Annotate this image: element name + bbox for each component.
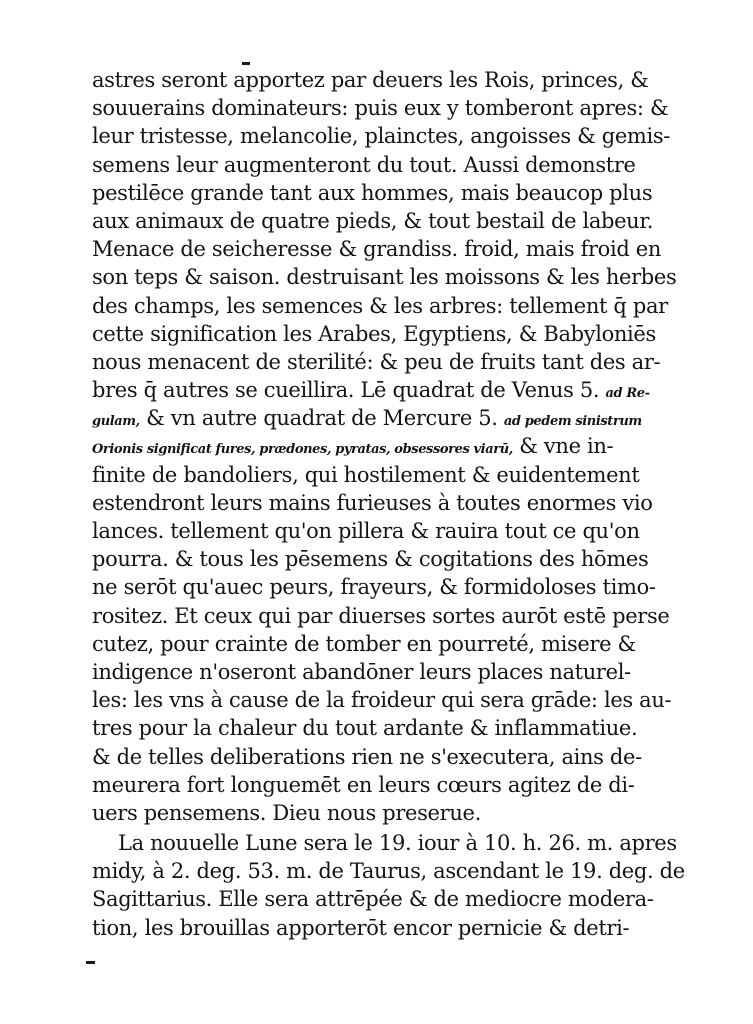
text-line: tion, les brouillas apporterōt encor pernicie & detri- (92, 915, 630, 940)
text-line (92, 404, 678, 432)
text-line: midy, à 2. deg. 53. m. de Taurus, ascendant le 19. deg. de (92, 859, 685, 884)
text-line: & de telles deliberations rien ne s'executera, ains de- (92, 744, 642, 769)
text-line: estendront leurs mains furieuses à toutes enormes vio (92, 490, 653, 515)
italic-citation: gulam, (92, 414, 140, 430)
text-line: pourra. & tous les pēsemens & cogitations des hōmes (92, 547, 649, 572)
bottom-ink-mark (86, 961, 95, 964)
text-line: rositez. Et ceux qui par diuerses sortes aurōt estē perse (92, 603, 670, 628)
text-body (92, 66, 685, 942)
text-line: Sagittarius. Elle sera attrēpée & de mediocre modera- (92, 887, 654, 912)
italic-citation: ad pedem sinistrum (503, 414, 642, 430)
text-line: souuerains dominateurs: puis eux y tomberont apres: & (92, 96, 669, 121)
text-line: indigence n'oseront abandōner leurs places naturel- (92, 659, 631, 684)
text-line: Menace de seicheresse & grandiss. froid, mais froid en (92, 237, 662, 262)
text-line: nous menacent de sterilité: & peu de fruits tant des ar- (92, 349, 661, 374)
text-line: uers pensemens. Dieu nous preserue. (92, 800, 481, 825)
text-line: son teps & saison. destruisant les moissons & les herbes (92, 265, 677, 290)
text-line: meurera fort longuemēt en leurs cœurs agitez de di- (92, 772, 635, 797)
text-line (92, 432, 678, 460)
text-line: aux animaux de quatre pieds, & tout bestail de labeur. (92, 208, 654, 233)
top-ink-mark (242, 62, 250, 65)
text-line: cette signification les Arabes, Egyptiens, & Babyloniēs (92, 321, 656, 346)
italic-citation: Orionis significat fures, prædones, pyratas, obsessores viarū, (92, 442, 513, 458)
text-line: leur tristesse, melancolie, plainctes, angoisses & gemis- (92, 124, 671, 149)
text-line: les: les vns à cause de la froideur qui sera grāde: les au- (92, 688, 672, 713)
text-line: finite de bandoliers, qui hostilement & euidentement (92, 462, 640, 487)
text-segment: & vne in- (512, 434, 614, 459)
text-line: tres pour la chaleur du tout ardante & inflammatiue. (92, 716, 638, 741)
text-line: semens leur augmenteront du tout. Aussi demonstre (92, 152, 636, 177)
text-line: lances. tellement qu'on pillera & rauira tout ce qu'on (92, 519, 640, 543)
text-line: astres seront apportez par deuers les Rois, princes, & (92, 68, 649, 92)
text-line: La nouuelle Lune sera le 19. iour à 10. h. 26. m. apres (118, 831, 677, 856)
text-line (92, 376, 678, 404)
text-segment: bres q̄ autres se cueillira. Lē quadrat de Venus 5. (92, 378, 606, 403)
text-line: cutez, pour crainte de tomber en pourreté, misere & (92, 631, 636, 656)
text-line: des champs, les semences & les arbres: tellement q̄ par (92, 293, 668, 318)
italic-citation: ad Re- (605, 386, 650, 402)
text-line: pestilēce grande tant aux hommes, mais beaucop plus (92, 180, 653, 205)
text-segment: & vn autre quadrat de Mercure 5. (139, 406, 504, 431)
text-line: ne serōt qu'auec peurs, frayeurs, & formidoloses timo- (92, 575, 656, 600)
